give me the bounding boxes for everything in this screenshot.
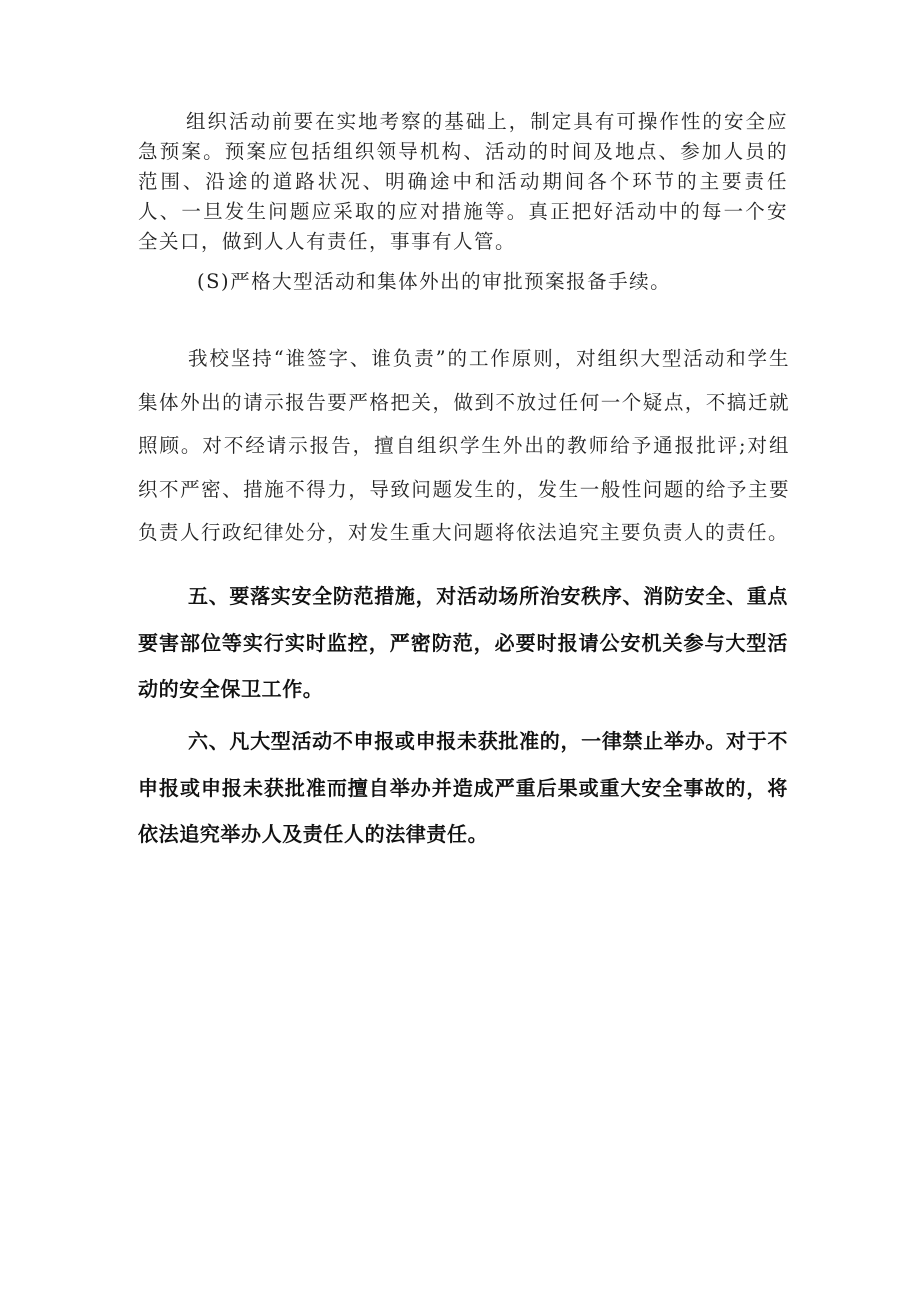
paragraph-emergency-plan: 组织活动前要在实地考察的基础上，制定具有可操作性的安全应急预案。预案应包括组织领导机构、活动的时间及地点、参加人员的范围、沿途的道路状况、明确途中和活动期间各个环节的主要责任人、一旦发生问题应采取的应对措施等。真正把好活动中的每一个安全关口，做到人人有责任，事事有人管。 — [138, 110, 788, 253]
paragraph-approval-principle: 我校坚持“谁签字、谁负责”的工作原则，对组织大型活动和学生集体外出的请示报告要严格把关，做到不放过任何一个疑点，不搞迁就照顾。对不经请示报告，擅自组织学生外出的教师给予通报批评;对组织不严密、措施不得力，导致问题发生的，发生一般性问题的给予主要负责人行政纪律处分，对发生重大问题将依法追究主要负责人的责任。 — [138, 347, 790, 544]
paragraph-security-measures: 五、要落实安全防范措施，对活动场所治安秩序、消防安全、重点要害部位等实行实时监控，严密防范，必要时报请公安机关参与大型活动的安全保卫工作。 — [138, 584, 788, 701]
paragraph-unapproved-events: 六、凡大型活动不申报或申报未获批准的，一律禁止举办。对于不申报或申报未获批准而擅自举办并造成严重后果或重大安全事故的，将依法追究举办人及责任人的法律责任。 — [138, 729, 788, 846]
paragraph-approval-heading: (S)严格大型活动和集体外出的审批预案报备手续。 — [197, 270, 672, 293]
